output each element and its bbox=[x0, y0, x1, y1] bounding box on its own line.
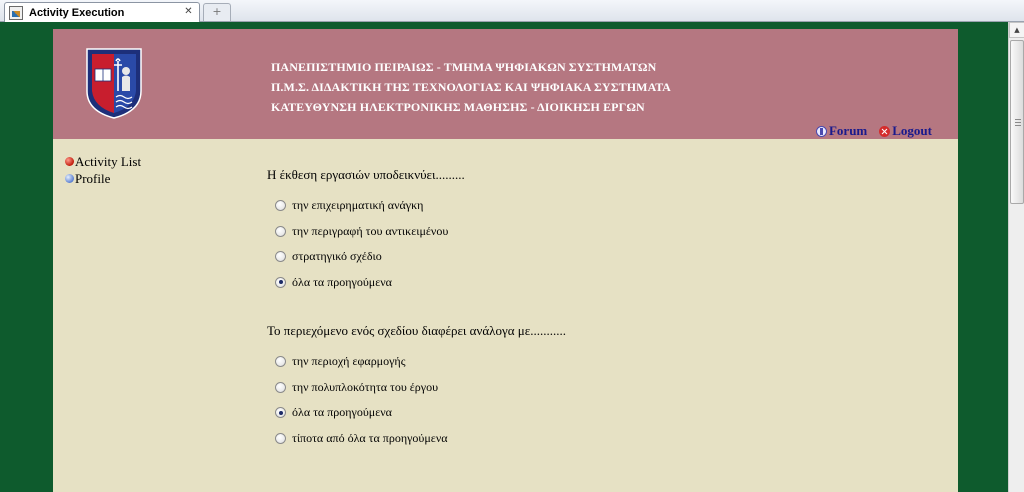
answer-label: την πολυπλοκότητα του έργου bbox=[292, 379, 439, 394]
university-title-block bbox=[271, 57, 671, 117]
answer-label: την περιγραφή του αντικειμένου bbox=[292, 223, 449, 238]
browser-tab[interactable] bbox=[4, 2, 200, 22]
answer-option[interactable] bbox=[267, 219, 907, 245]
grip-line bbox=[1015, 122, 1021, 123]
header-links bbox=[816, 123, 932, 139]
answer-label: όλα τα προηγούμενα bbox=[292, 274, 392, 289]
logout-link[interactable] bbox=[879, 123, 932, 139]
answer-label: την επιχειρηματική ανάγκη bbox=[292, 198, 424, 213]
answer-label: όλα τα προηγούμενα bbox=[292, 405, 392, 420]
answer-option[interactable] bbox=[267, 426, 907, 452]
question-block-1 bbox=[267, 167, 907, 295]
grip-line bbox=[1015, 125, 1021, 126]
question-block-2 bbox=[267, 323, 907, 451]
page-viewport bbox=[0, 22, 1008, 492]
answer-options bbox=[267, 193, 907, 295]
radio-button[interactable] bbox=[275, 407, 286, 418]
radio-button[interactable] bbox=[275, 433, 286, 444]
logout-icon bbox=[879, 126, 890, 137]
quiz-form bbox=[267, 167, 907, 451]
answer-option[interactable] bbox=[267, 375, 907, 401]
sidebar-item-activity-list[interactable] bbox=[65, 153, 141, 170]
profile-icon bbox=[65, 174, 74, 183]
red-bullet-icon bbox=[65, 157, 74, 166]
answer-option[interactable] bbox=[267, 270, 907, 296]
site-header bbox=[53, 29, 958, 139]
radio-button[interactable] bbox=[275, 200, 286, 211]
answer-option[interactable] bbox=[267, 244, 907, 270]
sidebar-item-profile[interactable] bbox=[65, 170, 141, 187]
answer-option[interactable] bbox=[267, 349, 907, 375]
radio-button[interactable] bbox=[275, 356, 286, 367]
forum-label: Forum bbox=[828, 123, 868, 138]
answer-label: την περιοχή εφαρμογής bbox=[292, 354, 406, 369]
scroll-up-button[interactable]: ▲ bbox=[1009, 22, 1024, 38]
answer-label: τίποτα από όλα τα προηγούμενα bbox=[292, 430, 448, 445]
page-container bbox=[53, 29, 958, 492]
sidebar-item-label: Profile bbox=[75, 170, 111, 186]
university-crest-icon bbox=[85, 47, 143, 120]
tab-title: Activity Execution bbox=[29, 6, 125, 19]
logout-label: Logout bbox=[892, 123, 932, 138]
forum-icon bbox=[816, 126, 827, 137]
answer-option[interactable] bbox=[267, 193, 907, 219]
header-line-1: ΠΑΝΕΠΙΣΤΗΜΙΟ ΠΕΙΡΑΙΩΣ - ΤΜΗΜΑ ΨΗΦΙΑΚΩΝ ΣΥΣΤΗΜΑΤΩΝ bbox=[271, 60, 657, 74]
answer-label: στρατηγικό σχέδιο bbox=[292, 249, 382, 264]
sidebar-item-label: Activity List bbox=[75, 153, 142, 169]
radio-button[interactable] bbox=[275, 277, 286, 288]
scrollbar-thumb[interactable] bbox=[1010, 40, 1024, 204]
header-line-2: Π.Μ.Σ. ΔΙΔΑΚΤΙΚΗ ΤΗΣ ΤΕΧΝΟΛΟΓΙΑΣ ΚΑΙ ΨΗΦΙΑΚΑ ΣΥΣΤΗΜΑΤΑ bbox=[271, 80, 671, 94]
forum-link[interactable] bbox=[816, 123, 867, 139]
question-text: Η έκθεση εργασιών υποδεικνύει......... bbox=[267, 167, 465, 182]
radio-button[interactable] bbox=[275, 382, 286, 393]
sidebar bbox=[65, 153, 141, 187]
answer-option[interactable] bbox=[267, 400, 907, 426]
grip-line bbox=[1015, 119, 1021, 120]
header-line-3: ΚΑΤΕΥΘΥΝΣΗ ΗΛΕΚΤΡΟΝΙΚΗΣ ΜΑΘΗΣΗΣ - ΔΙΟΙΚΗΣΗ ΕΡΓΩΝ bbox=[271, 100, 645, 114]
radio-button[interactable] bbox=[275, 226, 286, 237]
vertical-scrollbar[interactable] bbox=[1008, 22, 1024, 492]
page-favicon-icon bbox=[9, 6, 23, 20]
browser-tab-strip bbox=[0, 0, 1024, 22]
radio-button[interactable] bbox=[275, 251, 286, 262]
close-icon[interactable]: ✕ bbox=[184, 6, 193, 17]
new-tab-button[interactable]: + bbox=[203, 3, 231, 21]
question-text: Το περιεχόμενο ενός σχεδίου διαφέρει ανάλογα με........... bbox=[267, 323, 566, 338]
answer-options bbox=[267, 349, 907, 451]
